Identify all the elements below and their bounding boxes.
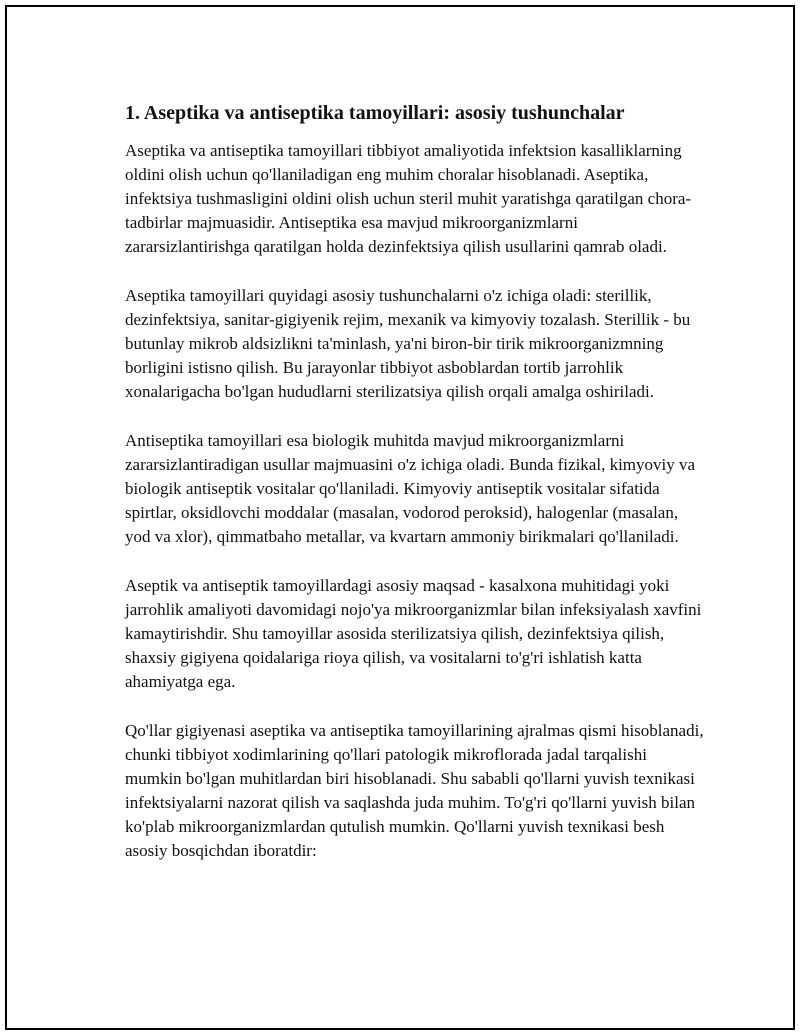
section-heading: 1. Aseptika va antiseptika tamoyillari: asosiy tushunchalar [125,102,625,124]
page-frame [5,5,795,1030]
paragraph-4: Aseptik va antiseptik tamoyillardagi asosiy maqsad - kasalxona muhitidagi yoki jarrohlik amaliyoti davomidagi nojo'ya mikroorganizmlar bilan infeksiyalash xavfini kamaytirishdir. Shu tamoyillar asosida sterilizatsiya qilish, dezinfektsiya qilish, shaxsiy gigiyena qoidalariga rioya qilish, va vositalarni to'g'ri ishlatish katta ahamiyatga ega. [125,576,702,691]
paragraph-5: Qo'llar gigiyenasi aseptika va antiseptika tamoyillarining ajralmas qismi hisoblanadi, chunki tibbiyot xodimlarining qo'llari patologik mikroflorada jadal tarqalishi mumkin bo'lgan muhitlardan biri hisoblanadi. Shu sababli qo'llarni yuvish texnikasi infektsiyalarni nazorat qilish va saqlashda juda muhim. To'g'ri qo'llarni yuvish bilan ko'plab mikroorganizmlardan qutulish mumkin. Qo'llarni yuvish texnikasi besh asosiy bosqichdan iboratdir: [125,721,704,860]
paragraph-1: Aseptika va antiseptika tamoyillari tibbiyot amaliyotida infektsion kasalliklarning oldini olish uchun qo'llaniladigan eng muhim choralar hisoblanadi. Aseptika, infektsiya tushmasligini oldini olish uchun steril muhit yaratishga qaratilgan chora-tadbirlar majmuasidir. Antiseptika esa mavjud mikroorganizmlarni zararsizlantirishga qaratilgan holda dezinfektsiya qilish usullarini qamrab oladi. [125,141,692,256]
paragraph-2: Aseptika tamoyillari quyidagi asosiy tushunchalarni o'z ichiga oladi: sterillik, dezinfektsiya, sanitar-gigiyenik rejim, mexanik va kimyoviy tozalash. Sterillik - bu butunlay mikrob aldsizlikni ta'minlash, ya'ni biron-bir tirik mikroorganizmning borligini istisno qilish. Bu jarayonlar tibbiyot asboblardan tortib jarrohlik xonalarigacha bo'lgan hududlarni sterilizatsiya qilish orqali amalga oshiriladi. [125,286,691,401]
paragraph-3: Antiseptika tamoyillari esa biologik muhitda mavjud mikroorganizmlarni zararsizlantiradigan usullar majmuasini o'z ichiga oladi. Bunda fizikal, kimyoviy va biologik antiseptik vositalar qo'llaniladi. Kimyoviy antiseptik vositalar sifatida spirtlar, oksidlovchi moddalar (masalan, vodorod peroksid), halogenlar (masalan, yod va xlor), qimmatbaho metallar, va kvartarn ammoniy birikmalari qo'llaniladi. [125,431,696,546]
document-body [125,99,705,888]
